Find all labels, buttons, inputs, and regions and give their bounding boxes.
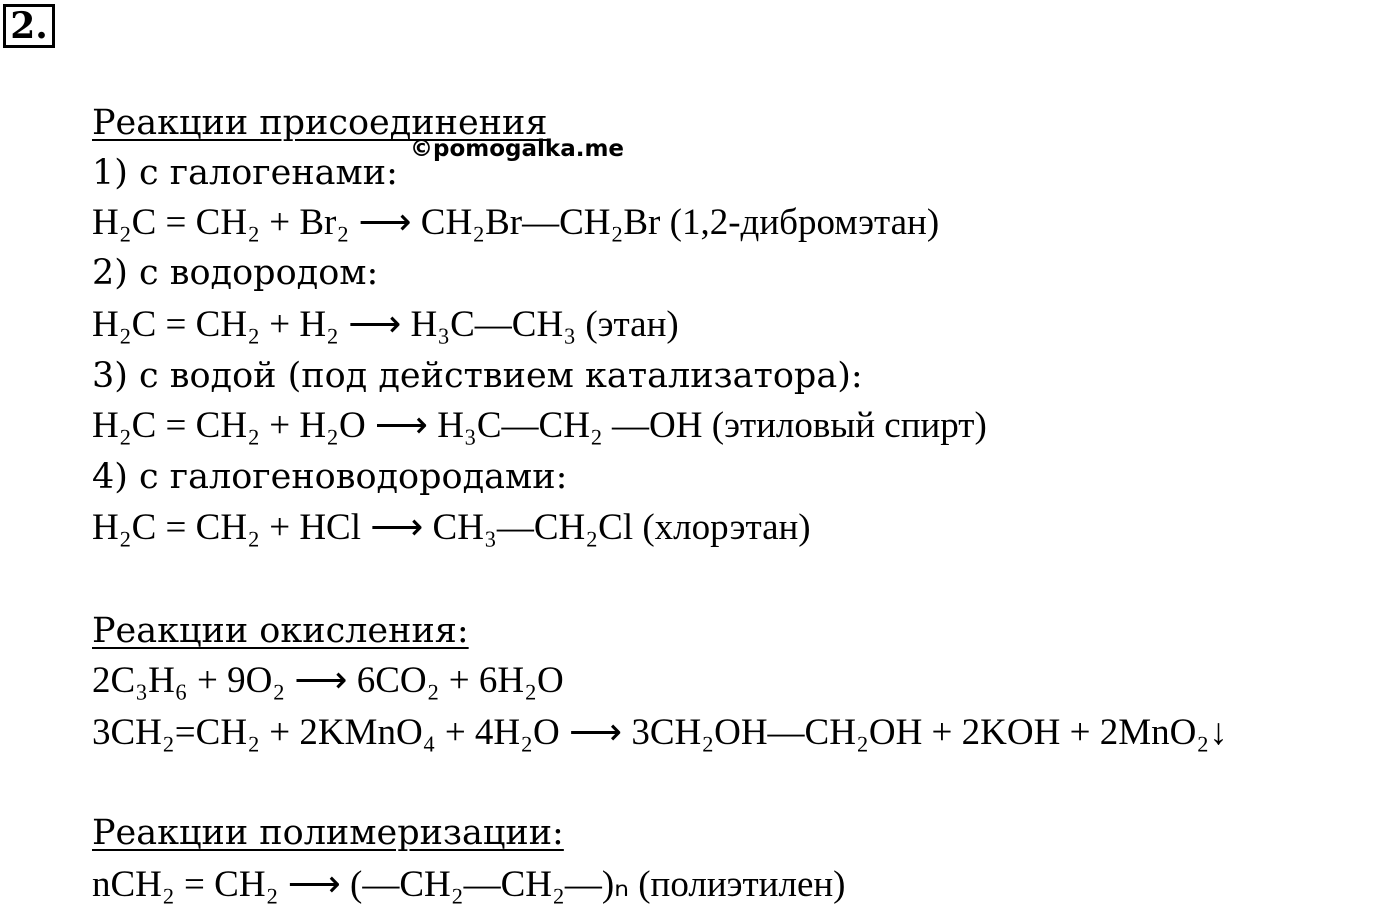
equation-bromination: H₂C = CH₂ + Br₂ ⟶ CH₂Br—CH₂Br (1,2-дибромэтан): [92, 202, 940, 243]
equation-hydrochlorination: H₂C = CH₂ + HCl ⟶ CH₃—CH₂Cl (хлорэтан): [92, 507, 811, 548]
task-number: 2.: [3, 4, 55, 48]
equation-hydration: H₂C = CH₂ + H₂O ⟶ H₃C—CH₂ —OH (этиловый спирт): [92, 405, 987, 446]
equation-permanganate: 3CH₂=CH₂ + 2KMnO₄ + 4H₂O ⟶ 3CH₂OH—CH₂OH + 2KOH + 2MnO₂↓: [92, 712, 1228, 753]
equation-combustion: 2C₃H₆ + 9O₂ ⟶ 6CO₂ + 6H₂O: [92, 660, 564, 701]
section-heading-polymerization: Реакции полимеризации:: [92, 813, 564, 853]
item-hydrogen: 2) с водородом:: [92, 253, 379, 293]
item-hydrogen-halides: 4) с галогеноводородами:: [92, 457, 568, 497]
item-halogens: 1) с галогенами:: [92, 153, 398, 193]
equation-hydrogenation: H₂C = CH₂ + H₂ ⟶ H₃C—CH₃ (этан): [92, 304, 679, 345]
equation-polymerization: nCH₂ = CH₂ ⟶ (—CH₂—CH₂—)ₙ (полиэтилен): [92, 864, 846, 905]
section-heading-oxidation: Реакции окисления:: [92, 611, 469, 651]
watermark: ©pomogalka.me: [410, 136, 625, 162]
section-heading-addition: Реакции присоединения: [92, 103, 548, 143]
item-water: 3) с водой (под действием катализатора):: [92, 356, 863, 396]
